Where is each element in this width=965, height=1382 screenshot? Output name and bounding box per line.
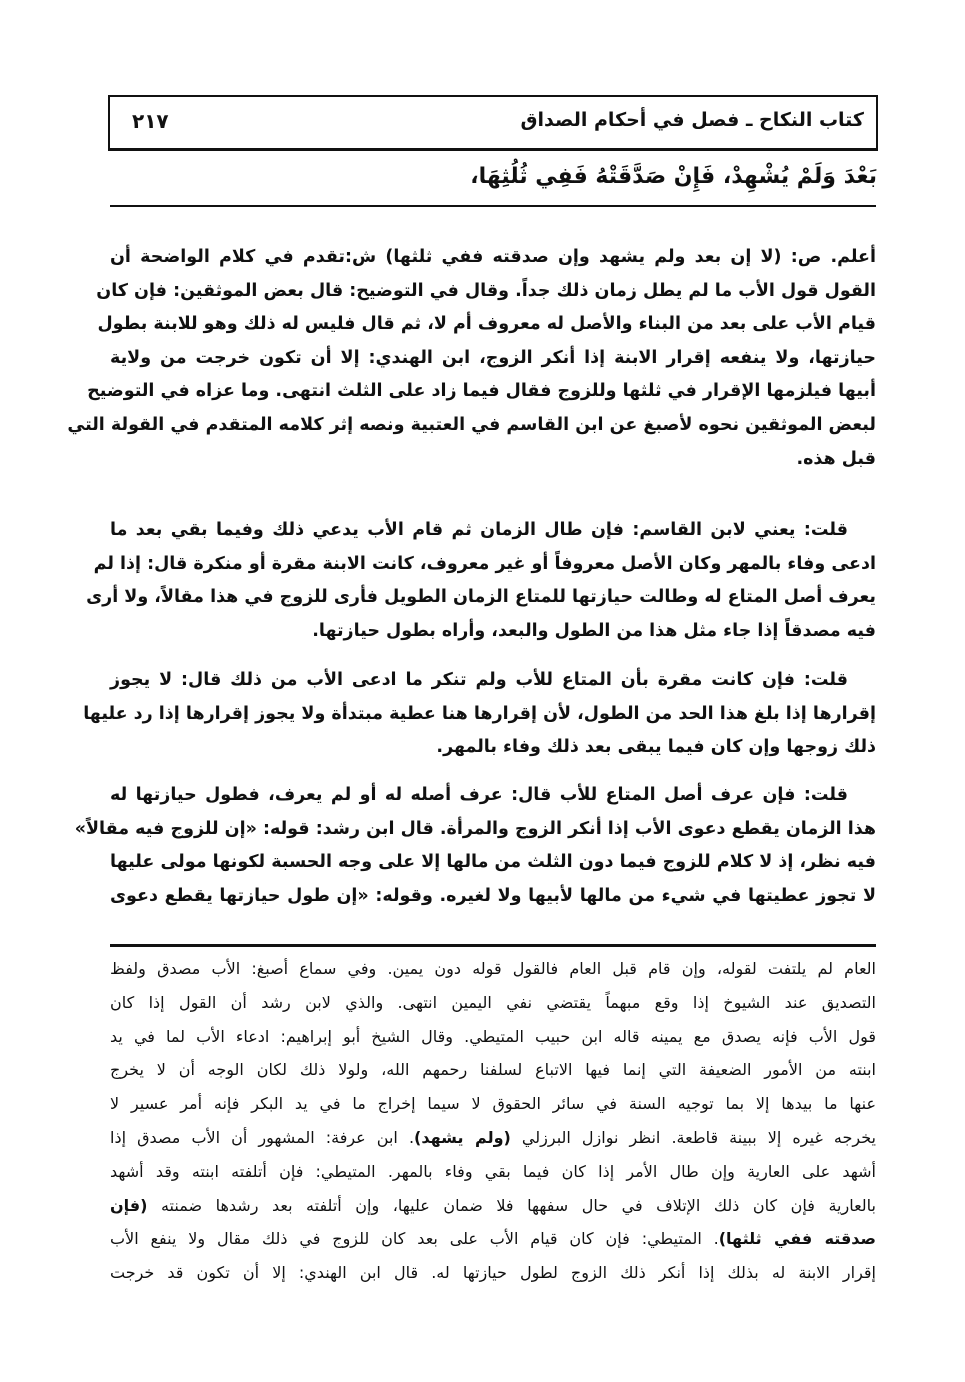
paragraph [67, 241, 876, 476]
text-line [110, 1222, 876, 1256]
text-line [110, 342, 876, 376]
text-line [110, 241, 876, 275]
text-segment: ابنته من الأمور الضعيفة التي إنما فيها الاتباع لسلفنا رحمهم الله، ولولا ذلك لكان الوجه أن لا يخرج [110, 1060, 876, 1080]
text-segment: هذا الزمان يقطع دعوى الأب إذا أنكر الزوج والمرأة. قال ابن رشد: قوله: [256, 818, 876, 839]
text-line [110, 1155, 876, 1189]
text-line [110, 1189, 876, 1223]
text-segment: إقرارها إذا بلغ هذا الحد من الطول، لأن إقرارها هنا عطية مبتدأة ولا يجوز إقرارها إذا رد عليها [83, 703, 876, 724]
text-segment: العام لم يلتفت لقوله، وإن قام قبل العام فالقول قوله دون يمين. وفي سماع أصبغ: الأب مصدق ولفظ [110, 959, 876, 978]
text-line [110, 779, 876, 813]
running-header [108, 95, 878, 151]
text-segment: . ابن عرفة: المشهور أن الأب مصدق إذا [110, 1127, 415, 1147]
text-segment: ذلك زوجها وإن كان فيما يبقى بعد ذلك وفاء بالمهر. [436, 737, 876, 758]
text-segment: عنها ما بيدها إلا بما توجيه السنة في سائر الحقوق لا سيما إخراج ما في يد البكر فإنه أمر عسير لا [110, 1094, 876, 1114]
footnote-text [110, 952, 876, 1290]
text-segment: أعلم. ص: [781, 247, 876, 267]
text-segment: إقرار الابنة له بذلك إذا أنكر ذلك الزوج لطول حيازتها له. قال ابن الهندي: إلا أن تكون قد خرجت [110, 1263, 876, 1283]
text-line [83, 698, 876, 732]
text-segment: بالعارية فإن كان ذلك الإتلاف في حال سفهها فلا ضمان عليها، وإن أتلفته بعد رشدها ضمنته [147, 1195, 876, 1215]
text-line [110, 1020, 876, 1054]
bold-quote: «إن طول حيازتها يقطع دعوى [110, 885, 369, 906]
text-segment: قلت: يعني لابن القاسم: فإن طال الزمان ثم قام الأب يدعي ذلك وفيما بقي بعد ما [110, 520, 848, 540]
text-line [110, 880, 876, 914]
text-segment: القول قول الأب ما لم يطل زمان ذلك جداً. وقال في التوضيح: قال بعض الموثقين: فإن كان [96, 280, 876, 301]
paragraph [74, 779, 876, 913]
text-segment: قلت: فإن كانت مقرة بأن المتاع للأب ولم تنكر ما ادعى الأب من ذلك قال: لا يجوز [110, 670, 848, 690]
text-segment: ادعى وفاء بالمهر وكان الأصل معروفاً أو غير معروف، كانت الابنة مقرة أو منكرة قال: إذا لم [93, 553, 876, 574]
text-segment: لبعض الموثقين نحوه لأصبغ عن ابن القاسم في العتبية ونصه إثر كلامه المتقدم في القولة التي [67, 414, 876, 435]
bold-quote: (فإن [110, 1195, 148, 1215]
paragraph [86, 514, 876, 648]
text-segment: أبيها فيلزمها الإقرار في ثلثها وللزوج فقال فيما زاد على الثلث انتهى. وما عزاه في التوضيح [87, 381, 876, 402]
text-line [110, 1256, 876, 1290]
footnote-divider [110, 944, 876, 947]
text-segment: فيه مصدقاً إذا جاء مثل هذا من الطول والبعد، وأراه بطول حيازتها. [312, 620, 876, 641]
bold-quote: «إن للزوج فيه مقالاً» [74, 818, 257, 839]
text-line [110, 952, 876, 986]
text-line [86, 581, 876, 615]
text-line [110, 1121, 876, 1155]
text-segment: . المتيطي: فإن كان قيام الأب على بعد كان للزوج في ذلك مقال ولا ينفع الأب [110, 1229, 719, 1249]
text-line [110, 615, 876, 649]
text-line [110, 664, 876, 698]
text-line [110, 731, 876, 765]
divider [110, 205, 876, 207]
text-segment: فيه نظر، إذ لا كلام للزوج فيما دون الثلث من مالها إلا على وجه الحسبة لكونها مولى عليها [110, 852, 876, 873]
text-segment: لا تجوز عطيتها في شيء من مالها لأبيها ولا لغيره. وقوله: [368, 885, 876, 906]
bold-quote: (لا إن بعد ولم يشهد وإن صدقته ففي ثلثها) [385, 247, 782, 267]
text-line [93, 548, 876, 582]
header-title: كتاب النكاح ـ فصل في أحكام الصداق [520, 109, 864, 131]
text-segment: ش:تقدم في كلام الواضحة أن [110, 247, 386, 267]
text-segment: قبل هذه. [796, 448, 876, 469]
text-segment: أشهد على العارية وإن طال الأمر إذا كان فيما بقي وفاء بالمهر. المتيطي: فإن أتلفته ابنته وقد أشهد [110, 1161, 876, 1181]
text-segment: حيازتها، ولا ينفعه إقرار الابنة إذا أنكر الزوج، ابن الهندي: إلا أن تكون خرجت من ولاية [110, 347, 876, 368]
text-segment: التصديق عند الشيوخ إذا وقع مبهماً يقتضي نفي اليمين انتهى. والذي لابن رشد أن القول إذا كان [110, 992, 876, 1012]
text-line [67, 409, 876, 443]
text-segment: يخرجه غيره إلا ببينة قاطعة. انظر نوازل البرزلي [510, 1127, 876, 1147]
text-line [74, 813, 876, 847]
text-line [110, 514, 876, 548]
text-segment: قيام الأب على بعد من البناء والأصل له معروف أم لا، ثم قال فليس له ذلك وهو للابنة بطول [97, 314, 876, 335]
paragraph [83, 664, 876, 765]
text-line [87, 375, 876, 409]
text-segment: قول الأب فإنه يصدق مع يمينه قاله ابن حبيب المتيطي. وقال الشيخ أبو إبراهيم: ادعاء الأب لما في يد [110, 1026, 876, 1046]
text-line [96, 275, 876, 309]
bold-quote: (ولم يشهد) [414, 1127, 511, 1147]
text-line [110, 846, 876, 880]
bold-quote: صدقته ففي ثلثها) [718, 1229, 876, 1249]
text-line [110, 986, 876, 1020]
text-line [97, 308, 876, 342]
text-segment: يعرف أصل المتاع له وطالت حيازتها للمتاع الزمان الطويل فأرى للزوج في هذا مقالاً، ولا أرى [86, 587, 876, 608]
text-segment: قلت: فإن عرف أصل المتاع للأب قال: عرف أصله له أو لم يعرف، فطول حيازتها له [110, 785, 848, 805]
text-line [110, 443, 876, 477]
page-number: ٢١٧ [132, 109, 169, 133]
text-line [110, 1087, 876, 1121]
matn-verse: بَعْدَ وَلَمْ يُشْهِدْ، فَإِنْ صَدَّقَتْهُ فَفِي ثُلُثِهَا، [470, 164, 877, 189]
text-line [110, 1053, 876, 1087]
